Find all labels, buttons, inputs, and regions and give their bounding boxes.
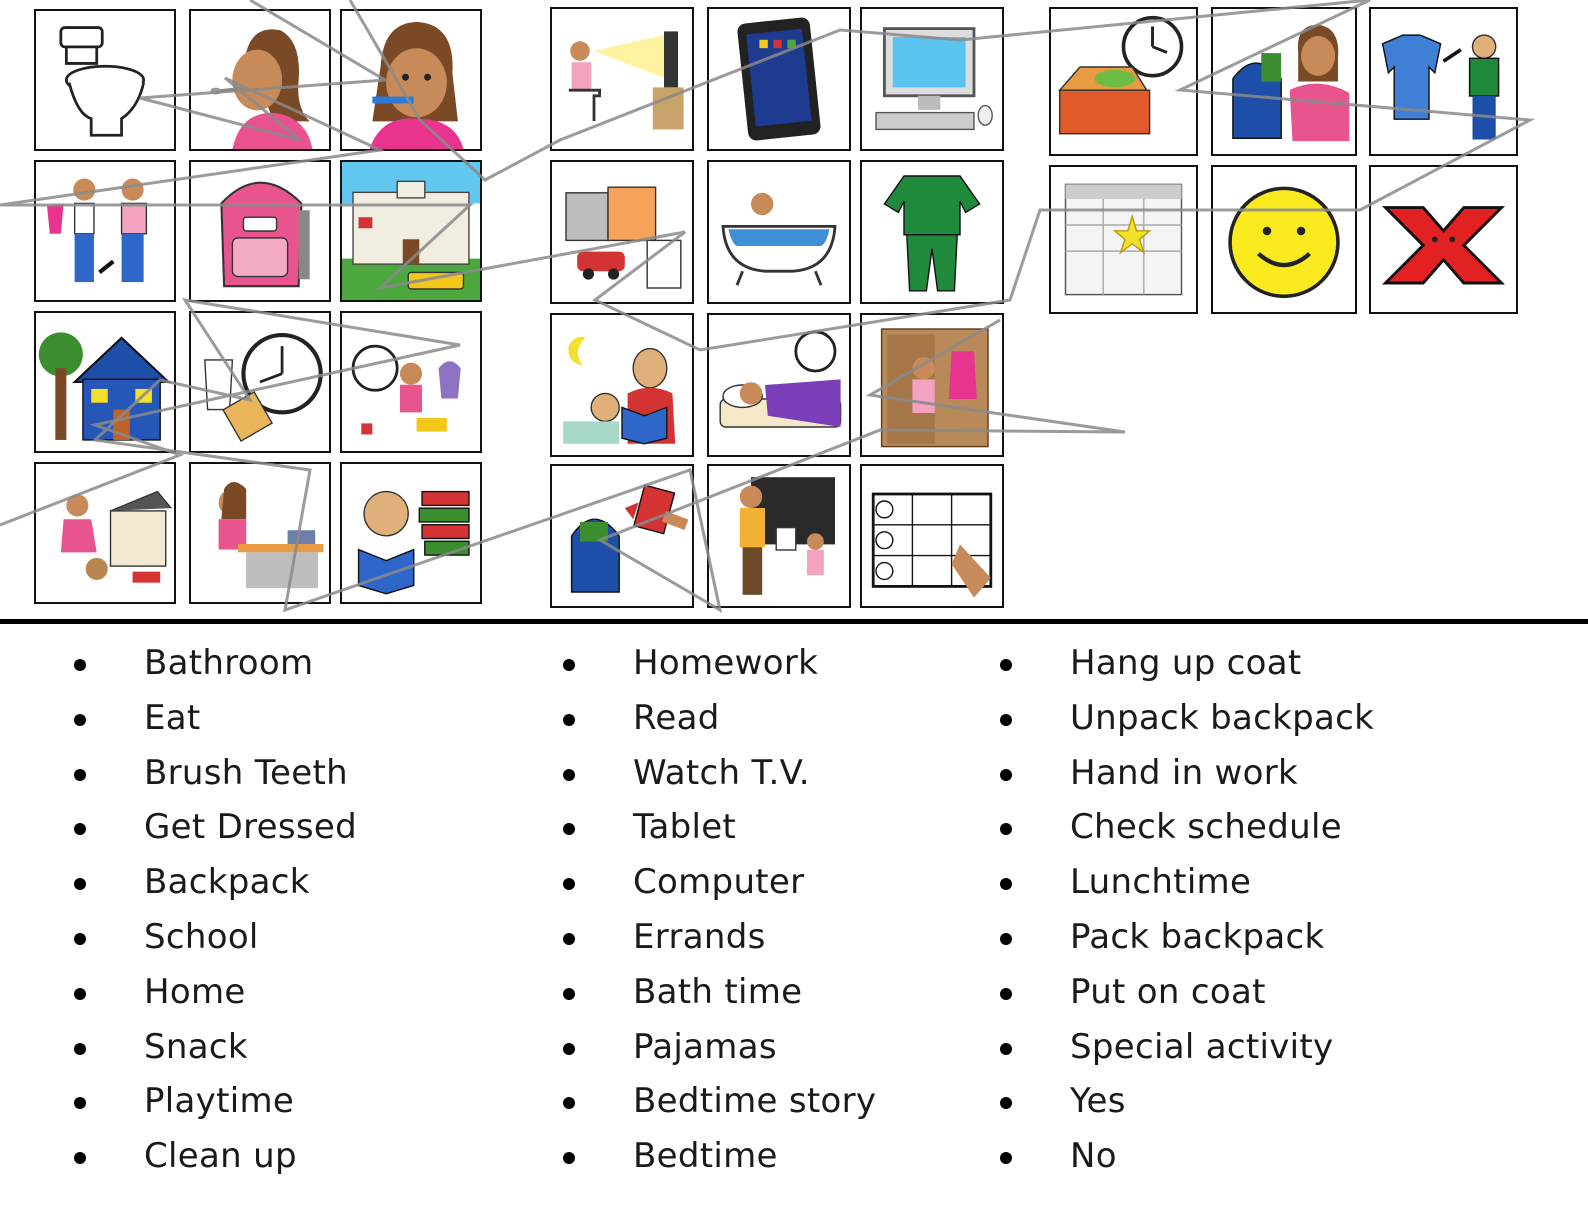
card-tablet: [707, 7, 851, 151]
card-errands: [550, 160, 694, 304]
card-no: [1369, 165, 1518, 314]
card-hand-in-work: [707, 464, 851, 608]
card-bedtime-story: [550, 313, 694, 457]
card-put-on-coat: [1369, 7, 1518, 156]
card-toilet: [34, 9, 176, 151]
card-computer: [860, 7, 1004, 151]
divider-line: [0, 619, 1588, 624]
card-unpack-backpack: [1211, 7, 1357, 156]
brush-teeth-icon: [342, 11, 480, 149]
card-homework: [189, 462, 331, 604]
schedule-board-icon: [862, 466, 1002, 606]
toilet-icon: [36, 11, 174, 149]
card-yes: [1211, 165, 1357, 314]
card-clean-up: [34, 462, 176, 604]
tablet-icon: [709, 9, 849, 149]
bedtime-story-icon: [552, 315, 692, 455]
pack-backpack-icon: [552, 466, 692, 606]
card-home: [34, 311, 176, 453]
house-icon: [36, 313, 174, 451]
girl-eating-icon: [191, 11, 329, 149]
card-bath-time: [707, 160, 851, 304]
card-get-dressed: [34, 160, 176, 302]
card-read: [340, 462, 482, 604]
card-backpack: [189, 160, 331, 302]
card-bedtime: [707, 313, 851, 457]
snack-clock-icon: [191, 313, 329, 451]
card-brush-teeth: [340, 9, 482, 151]
get-dressed-icon: [36, 162, 174, 300]
backpack-icon: [191, 162, 329, 300]
yes-smiley-icon: [1213, 167, 1355, 312]
card-snack: [189, 311, 331, 453]
clean-up-toys-icon: [36, 464, 174, 602]
computer-icon: [862, 9, 1002, 149]
no-red-x-icon: [1371, 167, 1516, 312]
hang-coat-closet-icon: [862, 315, 1002, 455]
lunchbox-clock-icon: [1051, 9, 1196, 154]
sleeping-icon: [709, 315, 849, 455]
bathtub-icon: [709, 162, 849, 302]
special-day-calendar-icon: [1051, 167, 1196, 312]
hand-in-work-icon: [709, 466, 849, 606]
pajamas-icon: [862, 162, 1002, 302]
homework-desk-icon: [191, 464, 329, 602]
card-check-schedule: [860, 464, 1004, 608]
errands-icon: [552, 162, 692, 302]
card-lunchtime: [1049, 7, 1198, 156]
reading-books-icon: [342, 464, 480, 602]
card-watch-tv: [550, 7, 694, 151]
put-on-coat-icon: [1371, 9, 1516, 154]
unpack-backpack-icon: [1213, 9, 1355, 154]
card-playtime: [340, 311, 482, 453]
school-building-icon: [342, 162, 480, 300]
card-eat: [189, 9, 331, 151]
playtime-icon: [342, 313, 480, 451]
card-school: [340, 160, 482, 302]
watch-tv-icon: [552, 9, 692, 149]
card-hang-up-coat: [860, 313, 1004, 457]
card-special-activity: [1049, 165, 1198, 314]
card-pajamas: [860, 160, 1004, 304]
card-pack-backpack: [550, 464, 694, 608]
